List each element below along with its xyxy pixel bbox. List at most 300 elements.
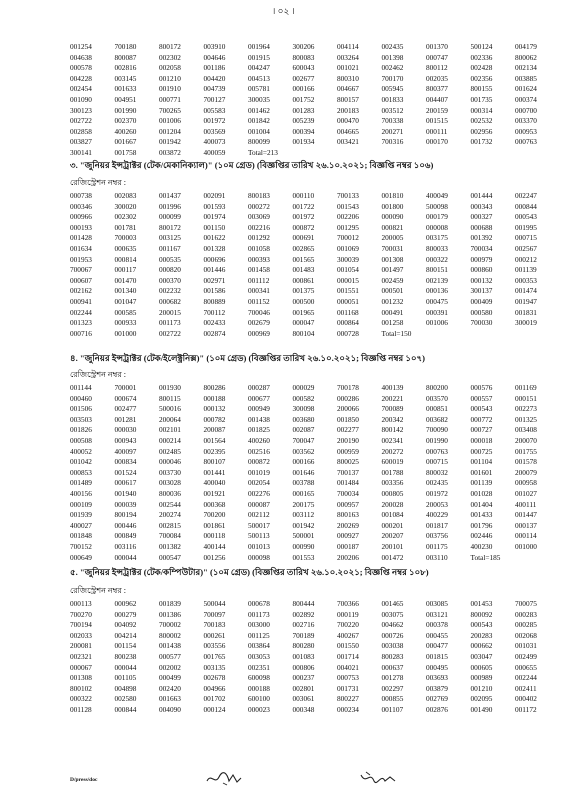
registration-number: 001139 (470, 478, 493, 488)
registration-number: 000753 (337, 673, 359, 683)
registration-number: 002428 (470, 63, 493, 73)
registration-number: 400073 (203, 137, 226, 147)
registration-number: 000212 (515, 254, 537, 264)
registration-number: 000677 (248, 393, 270, 403)
registration-number: 200005 (381, 233, 404, 243)
registration-number: 700067 (70, 265, 92, 275)
registration-number: 800194 (114, 510, 137, 520)
registration-number: 005583 (203, 105, 226, 115)
registration-number: 002068 (515, 630, 537, 640)
registration-number: 200221 (381, 393, 404, 403)
registration-number: 002722 (159, 328, 181, 338)
registration-number: 000508 (70, 435, 92, 445)
registration-number: 002411 (515, 683, 537, 693)
registration-number: 000491 (381, 307, 404, 317)
registration-number: 400229 (426, 510, 448, 520)
table-row (70, 468, 560, 479)
registration-number: 001972 (426, 488, 448, 498)
registration-number: 000188 (203, 393, 226, 403)
table-row (70, 489, 560, 500)
registration-number: 200206 (337, 552, 359, 562)
table-row (70, 318, 560, 329)
registration-number: 300206 (292, 42, 315, 51)
registration-number: 001173 (248, 609, 270, 619)
table-row (70, 478, 560, 489)
registration-number: 000047 (292, 318, 315, 328)
registration-number: 700265 (159, 105, 181, 115)
registration-number: 002091 (203, 191, 226, 200)
registration-number: 700084 (159, 531, 181, 541)
registration-number: 800102 (70, 683, 92, 693)
registration-number: 700046 (248, 307, 270, 317)
registration-number: 001765 (203, 651, 226, 661)
registration-number: 000394 (292, 126, 315, 136)
registration-number: 000187 (337, 541, 359, 551)
registration-number: 700097 (203, 609, 226, 619)
registration-table-section-5 (70, 599, 560, 716)
registration-number: 001084 (381, 510, 404, 520)
registration-number: 000763 (515, 137, 537, 147)
registration-number: 003408 (515, 425, 537, 435)
registration-number: 002083 (114, 191, 137, 200)
registration-number: 001042 (70, 457, 92, 467)
registration-number: 400052 (70, 446, 92, 456)
registration-number: 001930 (159, 383, 181, 392)
registration-number: 001940 (114, 488, 137, 498)
registration-number: 000322 (70, 694, 92, 704)
registration-number: 001150 (203, 222, 226, 232)
registration-number: 001258 (381, 318, 404, 328)
registration-number: 000446 (114, 520, 137, 530)
section-5-reg-label: রেজিস্ট্রেশন নম্বর : (70, 586, 126, 595)
registration-number: 000109 (70, 499, 92, 509)
registration-number: 500044 (203, 599, 226, 608)
table-row (70, 620, 560, 631)
registration-number: 002273 (515, 404, 537, 414)
registration-number: 003680 (292, 414, 315, 424)
registration-number: 000087 (248, 499, 270, 509)
registration-number: 000495 (426, 662, 448, 672)
registration-number: 000044 (114, 552, 137, 562)
registration-number: 800377 (426, 84, 448, 94)
registration-number: 000237 (292, 673, 315, 683)
registration-number: 000814 (114, 254, 137, 264)
registration-number: 001027 (515, 488, 537, 498)
registration-number: 004665 (337, 126, 359, 136)
registration-number: 000662 (470, 641, 493, 651)
page-number: । ০২ । (272, 6, 295, 16)
registration-number: 000165 (292, 488, 315, 498)
registration-number: 002244 (515, 673, 537, 683)
registration-number: 800025 (337, 457, 359, 467)
registration-number: 000580 (470, 307, 493, 317)
registration-number: 004898 (114, 683, 137, 693)
registration-number: 001340 (114, 286, 137, 296)
registration-number: 000314 (470, 105, 493, 115)
registration-number: 001167 (159, 243, 181, 253)
registration-number: 001283 (292, 105, 315, 115)
registration-number: 001646 (292, 467, 315, 477)
registration-number: 000700 (515, 105, 537, 115)
registration-number: 001428 (70, 233, 92, 243)
registration-number: 002769 (426, 694, 448, 704)
table-row (70, 631, 560, 642)
registration-number: 400267 (337, 630, 359, 640)
registration-number: 000649 (70, 552, 92, 562)
registration-number: 500098 (426, 201, 448, 211)
section-4-reg-label: রেজিস্ট্রেশন নম্বর : (70, 370, 126, 379)
registration-number: 000715 (426, 457, 448, 467)
registration-number: 200028 (381, 499, 404, 509)
registration-number: 001667 (114, 137, 137, 147)
registration-number: 002678 (203, 673, 226, 683)
registration-number: 001990 (114, 105, 137, 115)
registration-number: 001000 (515, 541, 537, 551)
registration-number: 002858 (70, 126, 92, 136)
registration-number: 001939 (70, 510, 92, 520)
table-row (70, 599, 560, 610)
registration-number: 000201 (381, 520, 404, 530)
section-4-title: ৪. "জুনিয়র ইন্সট্রাক্টর (টেক/ইলেক্ট্রনিক্স)" (১০ম গ্রেড) (বিজ্ঞপ্তির তারিখ ২৬.১০.২০২১; বিজ্ঞপ্তি নম্বর ১০৭) (70, 353, 425, 363)
table-row (70, 63, 560, 74)
registration-number: 000285 (515, 620, 537, 630)
registration-number: 001947 (515, 296, 537, 306)
registration-number: 003562 (292, 446, 315, 456)
registration-number: 300137 (470, 286, 493, 296)
registration-number: 001090 (70, 94, 92, 104)
footer-doc-code: D/press/doc (70, 777, 98, 783)
registration-number: 001281 (114, 414, 137, 424)
registration-number: 200175 (292, 499, 315, 509)
registration-number: 000953 (515, 126, 537, 136)
registration-number: 000989 (470, 673, 493, 683)
registration-number: 001254 (70, 42, 92, 51)
registration-number: 000179 (426, 212, 448, 222)
table-row (70, 233, 560, 244)
registration-number: 000861 (292, 275, 315, 285)
registration-number: 800280 (292, 641, 315, 651)
registration-number: 002971 (203, 275, 226, 285)
registration-number: 001470 (114, 275, 137, 285)
registration-number: 001175 (426, 541, 448, 551)
registration-number: 001861 (203, 520, 226, 530)
table-row (70, 53, 560, 64)
registration-number: 400139 (381, 383, 404, 392)
registration-number: 001826 (70, 425, 92, 435)
registration-number: 002058 (159, 63, 181, 73)
registration-number: 500124 (470, 42, 493, 51)
table-row (70, 705, 560, 716)
registration-number: 002002 (159, 662, 181, 672)
registration-number: 001447 (515, 510, 537, 520)
total-count: Total=150 (381, 328, 412, 338)
registration-number: 002580 (114, 694, 137, 704)
registration-number: 000806 (292, 662, 315, 672)
registration-number: 002247 (515, 191, 537, 200)
registration-number: 700034 (470, 243, 493, 253)
registration-number: 000688 (470, 222, 493, 232)
registration-number: 700075 (515, 599, 537, 608)
registration-number: 000008 (426, 222, 448, 232)
table-row (70, 394, 560, 405)
registration-number: 001965 (292, 307, 315, 317)
registration-number: 001474 (515, 286, 537, 296)
table-row (70, 137, 560, 148)
table-row (70, 42, 560, 53)
table-row (70, 265, 560, 276)
registration-number: 000322 (426, 254, 448, 264)
registration-number: 000990 (292, 541, 315, 551)
registration-number: 003503 (70, 414, 92, 424)
registration-number: 001996 (159, 201, 181, 211)
table-row (70, 255, 560, 266)
registration-number: 001139 (515, 265, 537, 275)
registration-number: 001462 (248, 105, 270, 115)
registration-number: 000716 (70, 328, 92, 338)
registration-number: 700180 (114, 42, 137, 51)
registration-number: 300098 (292, 404, 315, 414)
registration-number: 000853 (70, 467, 92, 477)
registration-number: 002485 (159, 446, 181, 456)
registration-number: 001437 (159, 191, 181, 200)
registration-number: 200159 (426, 105, 448, 115)
registration-number: 200207 (381, 531, 404, 541)
registration-number: 700089 (381, 404, 404, 414)
registration-number: 001634 (70, 243, 92, 253)
registration-number: 000234 (337, 704, 359, 714)
registration-number: 001921 (203, 488, 226, 498)
registration-number: 003872 (159, 147, 181, 157)
registration-number: 000136 (426, 286, 448, 296)
registration-number: 000409 (470, 296, 493, 306)
registration-number: 000872 (292, 222, 315, 232)
registration-number: 400049 (426, 191, 448, 200)
registration-number: 000941 (70, 296, 92, 306)
registration-number: 001323 (70, 318, 92, 328)
registration-number: 000715 (515, 233, 537, 243)
registration-number: 000959 (337, 446, 359, 456)
registration-number: 000460 (70, 393, 92, 403)
registration-number: 700137 (337, 467, 359, 477)
registration-number: 001069 (337, 243, 359, 253)
registration-number: 001788 (381, 467, 404, 477)
registration-number: 000771 (159, 94, 181, 104)
registration-number: 002433 (203, 318, 226, 328)
registration-number: 003053 (248, 651, 270, 661)
registration-number: 400059 (203, 147, 226, 157)
registration-number: 000015 (337, 275, 359, 285)
registration-number: 004247 (248, 63, 270, 73)
registration-number: 004667 (337, 84, 359, 94)
registration-number: 200064 (159, 414, 181, 424)
registration-number: 003864 (248, 641, 270, 651)
table-row (70, 244, 560, 255)
registration-number: 002035 (426, 73, 448, 83)
registration-number: 001375 (292, 286, 315, 296)
registration-number: 400027 (70, 520, 92, 530)
registration-number: 004179 (515, 42, 537, 51)
registration-number: 004662 (381, 620, 404, 630)
registration-number: 200269 (337, 520, 359, 530)
registration-number: 000018 (470, 435, 493, 445)
table-row (70, 202, 560, 213)
registration-number: 005781 (248, 84, 270, 94)
registration-number: 002302 (114, 212, 137, 222)
registration-number: 000635 (114, 243, 137, 253)
registration-number: 000098 (248, 552, 270, 562)
registration-number: 001392 (470, 233, 493, 243)
registration-number: 200274 (159, 510, 181, 520)
registration-number: 002054 (248, 478, 270, 488)
registration-number: 003038 (381, 641, 404, 651)
table-row (70, 286, 560, 297)
registration-number: 000655 (515, 662, 537, 672)
registration-number: 000137 (515, 520, 537, 530)
registration-number: 200070 (515, 435, 537, 445)
registration-number: 001817 (426, 520, 448, 530)
registration-number: 000046 (159, 457, 181, 467)
registration-number: 700366 (337, 599, 359, 608)
registration-number: 002206 (337, 212, 359, 222)
registration-number: 001112 (248, 275, 270, 285)
registration-number: 002716 (292, 620, 315, 630)
registration-number: 600043 (292, 63, 315, 73)
table-row (70, 223, 560, 234)
registration-number: 000821 (381, 222, 404, 232)
registration-number: 000943 (114, 435, 137, 445)
registration-number: 800062 (515, 52, 537, 62)
registration-number: 001825 (248, 425, 270, 435)
registration-number: 700112 (203, 307, 226, 317)
registration-number: 200087 (203, 425, 226, 435)
registration-number: 001308 (381, 254, 404, 264)
registration-number: 000166 (292, 84, 315, 94)
table-row (70, 447, 560, 458)
registration-number: 001128 (70, 704, 92, 714)
registration-number: 001173 (159, 318, 181, 328)
registration-number: 800310 (337, 73, 359, 83)
table-row (70, 212, 560, 223)
registration-number: 002956 (470, 126, 493, 136)
registration-number: 000341 (248, 286, 270, 296)
registration-number: 000969 (248, 328, 270, 338)
table-row (70, 542, 560, 553)
registration-number: 004214 (114, 630, 137, 640)
registration-number: 000151 (515, 393, 537, 403)
registration-number: 000578 (70, 63, 92, 73)
registration-number: 700031 (381, 243, 404, 253)
registration-number: 002276 (248, 488, 270, 498)
registration-number: 003116 (114, 541, 137, 551)
registration-number: 001506 (70, 404, 92, 414)
registration-number: 004951 (114, 94, 137, 104)
registration-number: 002134 (515, 63, 537, 73)
table-row (70, 457, 560, 468)
registration-number: 001453 (470, 599, 493, 608)
registration-number: 700220 (337, 620, 359, 630)
registration-number: 001586 (203, 286, 226, 296)
registration-number: 000844 (515, 201, 537, 211)
registration-number: 001974 (203, 212, 226, 222)
registration-number: 001915 (248, 52, 270, 62)
registration-number: 002435 (426, 478, 448, 488)
registration-number: 002370 (114, 116, 137, 126)
table-row (70, 329, 560, 340)
registration-number: 002446 (470, 531, 493, 541)
registration-number: 001815 (426, 651, 448, 661)
registration-number: 000576 (470, 383, 493, 392)
registration-table-block1 (70, 42, 560, 159)
registration-number: 800183 (248, 191, 270, 200)
registration-number: 001154 (114, 641, 137, 651)
registration-number: 200066 (337, 404, 359, 414)
registration-number: 002677 (292, 73, 315, 83)
registration-number: 000279 (114, 609, 137, 619)
registration-number: 001524 (114, 467, 137, 477)
registration-number: 001047 (114, 296, 137, 306)
registration-number: 000860 (470, 265, 493, 275)
registration-number: 001601 (470, 467, 493, 477)
registration-number: 000214 (159, 435, 181, 445)
registration-number: 002420 (159, 683, 181, 693)
registration-number: 000374 (515, 94, 537, 104)
registration-number: 000855 (381, 694, 404, 704)
registration-number: 001564 (203, 435, 226, 445)
registration-number: 001325 (515, 414, 537, 424)
registration-number: 003756 (426, 531, 448, 541)
registration-number: 003910 (203, 42, 226, 51)
registration-number: 003075 (381, 609, 404, 619)
registration-number: 800444 (292, 599, 315, 608)
total-count: Total=185 (470, 552, 501, 562)
registration-number: 002567 (515, 243, 537, 253)
registration-number: 000343 (470, 201, 493, 211)
registration-number: 800002 (159, 630, 181, 640)
registration-number: 002454 (70, 84, 92, 94)
table-row (70, 383, 560, 394)
registration-number: 001624 (515, 84, 537, 94)
registration-number: 001019 (248, 467, 270, 477)
registration-number: 000605 (470, 662, 493, 672)
registration-number: 000637 (381, 662, 404, 672)
registration-number: 002351 (248, 662, 270, 672)
registration-number: 002277 (337, 425, 359, 435)
registration-number: 004966 (203, 683, 226, 693)
registration-number: 003047 (470, 651, 493, 661)
registration-number: 001515 (426, 116, 448, 126)
registration-number: 500017 (248, 520, 270, 530)
registration-number: 004228 (70, 73, 92, 83)
registration-number: 003145 (114, 73, 137, 83)
registration-number: 001104 (470, 457, 493, 467)
registration-number: 000118 (203, 531, 226, 541)
registration-number: 003730 (159, 467, 181, 477)
registration-number: 300020 (114, 201, 137, 211)
registration-number: 500113 (248, 531, 270, 541)
table-row (70, 610, 560, 621)
registration-number: 002722 (70, 116, 92, 126)
registration-number: 000957 (337, 499, 359, 509)
registration-number: 003110 (426, 552, 448, 562)
registration-number: 003356 (381, 478, 404, 488)
registration-number: 003121 (426, 609, 448, 619)
registration-number: 002459 (381, 275, 404, 285)
registration-number: 001328 (203, 243, 226, 253)
registration-number: 000782 (203, 414, 226, 424)
registration-number: 800083 (292, 52, 315, 62)
registration-number: 001472 (381, 552, 404, 562)
registration-number: 000543 (470, 620, 493, 630)
